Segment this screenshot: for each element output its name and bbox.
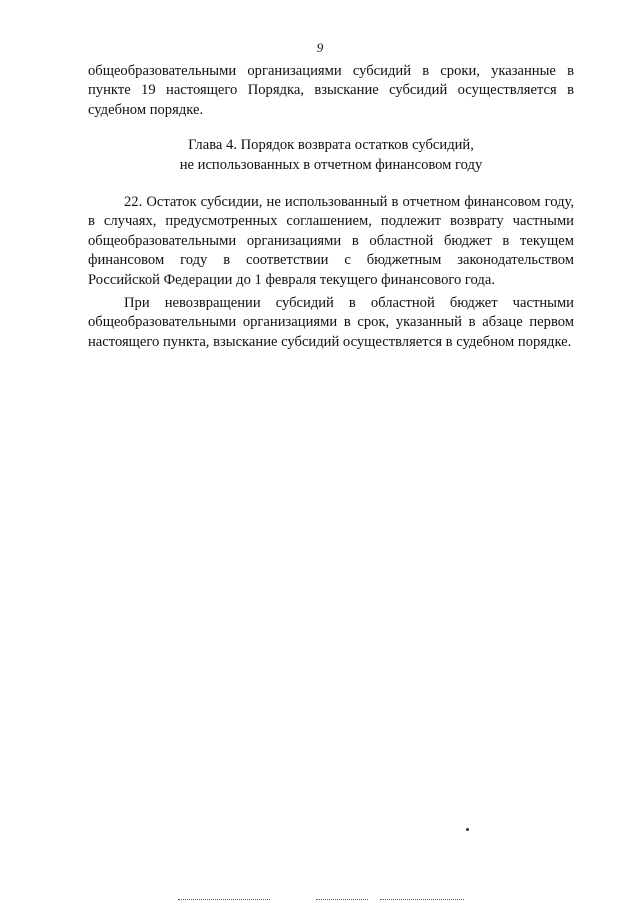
chapter-heading (88, 136, 574, 175)
scan-speck (466, 828, 469, 831)
paragraph-22: 22. Остаток субсидии, не использованный в отчетном финансовом году, в случаях, предусмотренных соглашением, подлежит возврату частными общеобразовательными организациями в областной бюджет в текущем финансовом году в соответствии с бюджетным законодательством Российской Федерации до 1 февраля текущего финансового года. (88, 194, 574, 288)
footer-scan-line-3 (380, 899, 464, 900)
chapter-title-line-1: Глава 4. Порядок возврата остатков субсидий, (188, 137, 474, 154)
paragraph-non-return: При невозвращении субсидий в областной бюджет частными общеобразовательными организациями в срок, указанный в абзаце первом настоящего пункта, взыскание субсидий осуществляется в судебном порядке. (88, 295, 574, 350)
document-body (88, 62, 574, 352)
chapter-title-line-2: не использованных в отчетном финансовом году (179, 156, 483, 173)
footer-scan-line-1 (178, 899, 270, 900)
intro-paragraph: общеобразовательными организациями субсидий в сроки, указанные в пункте 19 настоящего Порядка, взыскание субсидий осуществляется в судебном порядке. (88, 63, 574, 118)
page-number: 9 (316, 40, 324, 55)
footer-scan-line-2 (316, 899, 368, 900)
